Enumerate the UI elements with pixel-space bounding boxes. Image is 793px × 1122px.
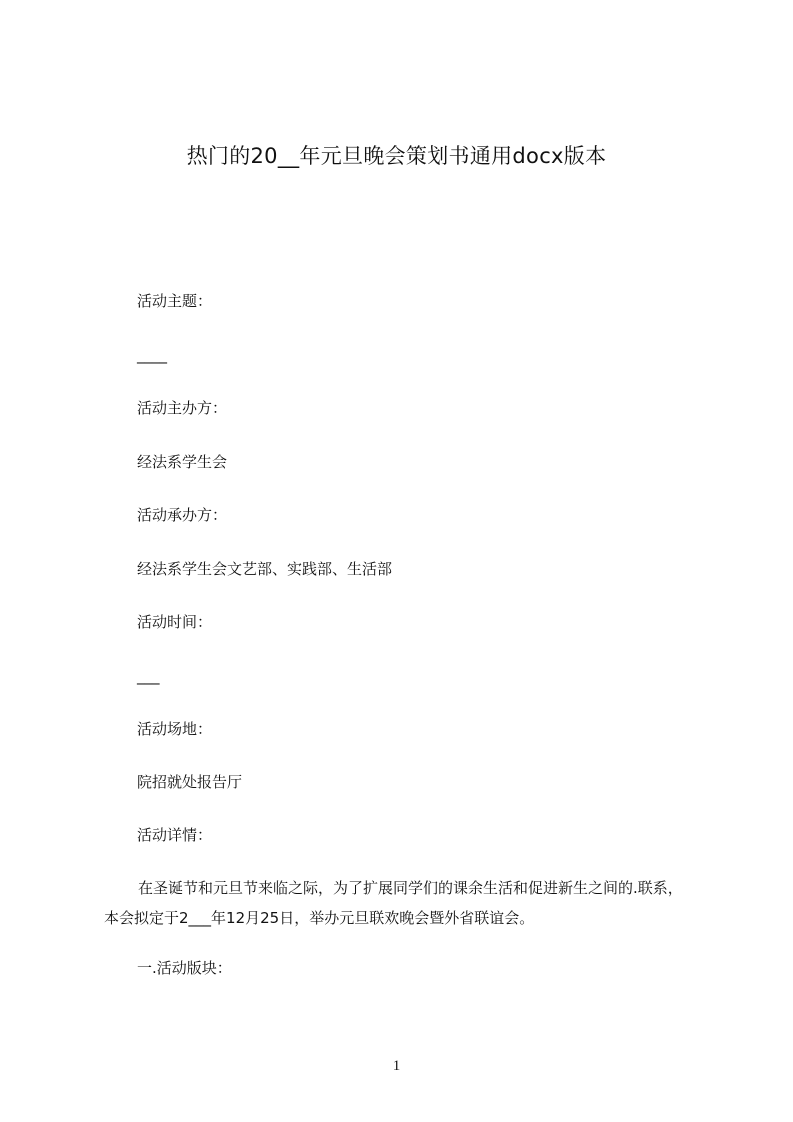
details-paragraph xyxy=(104,873,719,933)
section-heading-activity-blocks: 一.活动版块： xyxy=(137,959,232,977)
value-activity-theme: ____ xyxy=(137,346,167,364)
value-venue: 院招就处报告厅 xyxy=(137,773,243,791)
label-activity-theme: 活动主题： xyxy=(137,292,213,310)
label-activity-time: 活动时间： xyxy=(137,613,213,631)
document-title: 热门的20__年元旦晚会策划书通用docx版本 xyxy=(186,144,607,168)
value-host: 经法系学生会 xyxy=(137,453,228,471)
page-number: 1 xyxy=(392,1058,401,1074)
details-paragraph-line-1: 在圣诞节和元旦节来临之际，为了扩展同学们的课余生活和促进新生之间的.联系， xyxy=(138,879,683,897)
label-organizer: 活动承办方： xyxy=(137,506,228,524)
label-activity-details: 活动详情： xyxy=(137,826,213,844)
value-organizer: 经法系学生会文艺部、实践部、生活部 xyxy=(137,560,393,578)
details-paragraph-line-2: 本会拟定于2___年12月25日，举办元旦联欢晚会暨外省联谊会。 xyxy=(104,909,535,927)
label-host: 活动主办方： xyxy=(137,399,228,417)
label-venue: 活动场地： xyxy=(137,720,213,738)
value-activity-time: ___ xyxy=(137,667,160,685)
